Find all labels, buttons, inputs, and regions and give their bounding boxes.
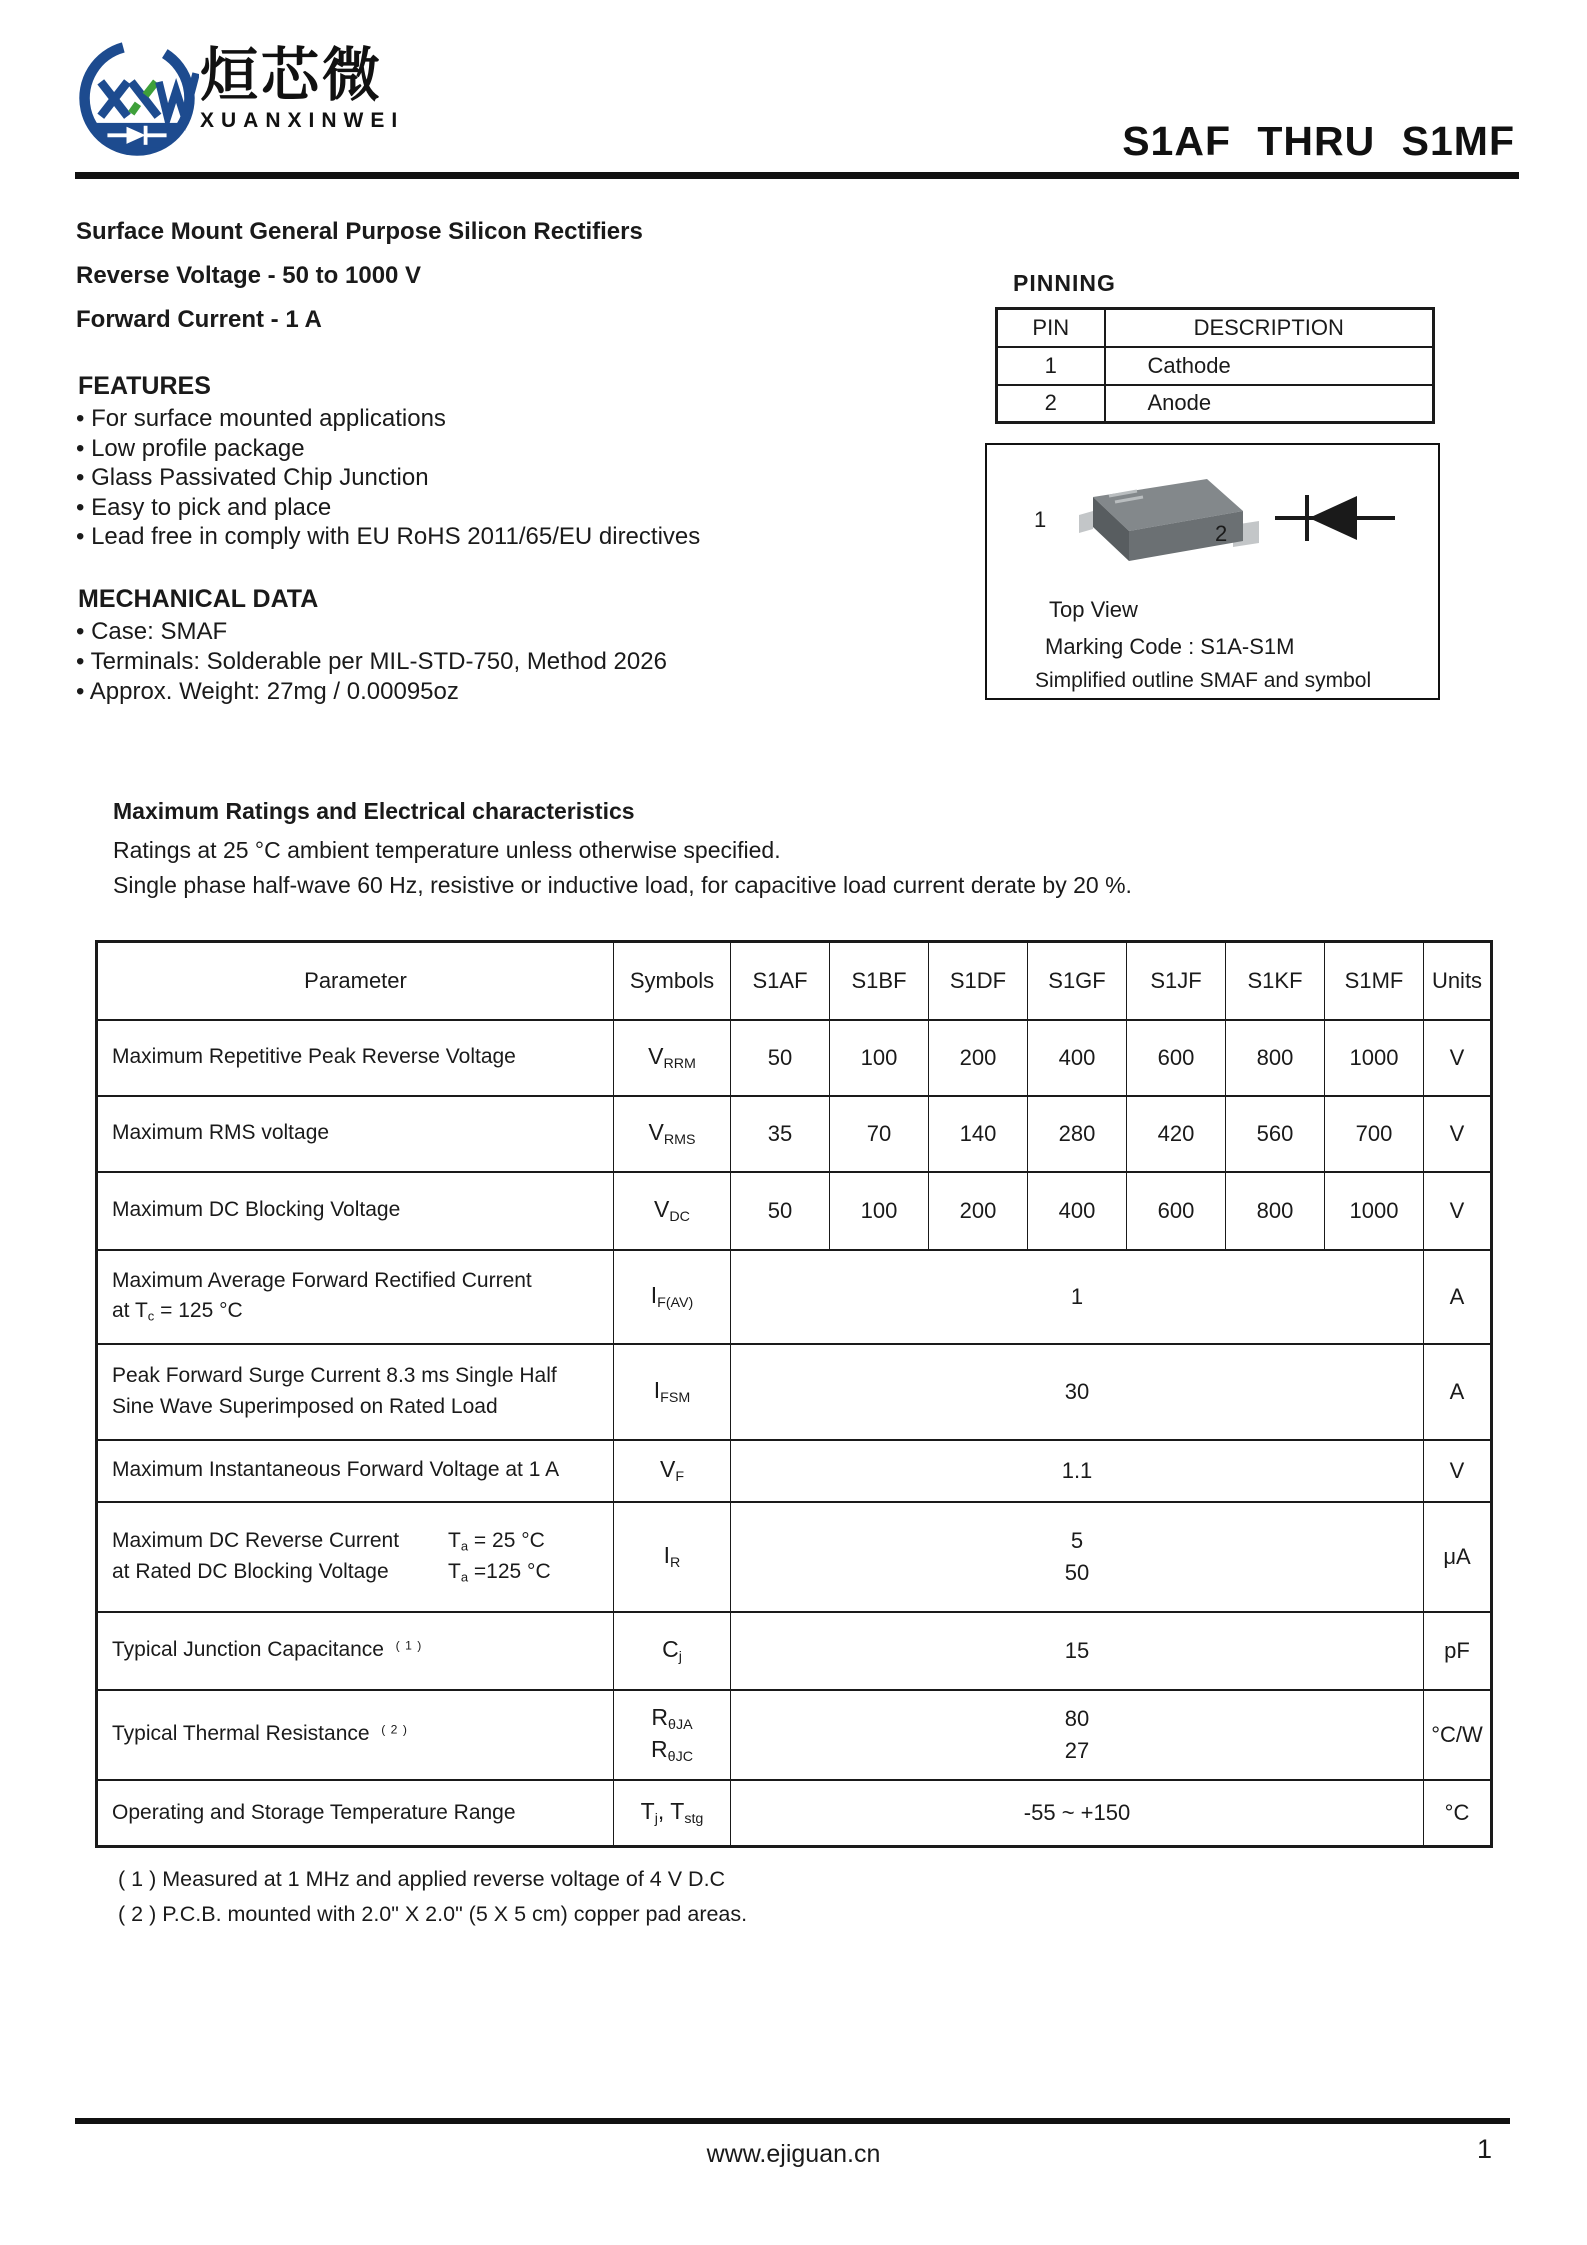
- ratings-heading: Maximum Ratings and Electrical characteristics: [113, 798, 635, 824]
- parameter-cell: Maximum Repetitive Peak Reverse Voltage: [97, 1020, 614, 1096]
- table-row-vf: [97, 1440, 1492, 1502]
- unit-cell: A: [1424, 1344, 1492, 1440]
- pinning-heading: PINNING: [1013, 270, 1116, 296]
- value-cell: 70: [830, 1096, 929, 1172]
- feature-item: • Low profile package: [76, 434, 700, 464]
- unit-cell: °C: [1424, 1780, 1492, 1847]
- ratings-table: [95, 940, 1493, 1848]
- pin-description: Cathode: [1105, 347, 1434, 385]
- feature-item: • Glass Passivated Chip Junction: [76, 463, 700, 493]
- unit-cell: A: [1424, 1250, 1492, 1344]
- table-row-ifsm: [97, 1344, 1492, 1440]
- value-cell: 700: [1325, 1096, 1424, 1172]
- intro-line-forward-current: Forward Current - 1 A: [76, 306, 322, 333]
- parameter-cell: Maximum Average Forward Rectified Current at $T_c = 125$ °C: [97, 1250, 614, 1344]
- value-cell: 140: [929, 1096, 1028, 1172]
- symbol-cell: $V_{DC}$: [614, 1172, 731, 1250]
- unit-cell: V: [1424, 1096, 1492, 1172]
- ratings-subtitle-2: Single phase half-wave 60 Hz, resistive or inductive load, for capacitive load current derate by 20 %.: [113, 872, 1132, 898]
- parameter-cell: Typical Junction Capacitance $^{( 1 )}$: [97, 1612, 614, 1690]
- table-row-temp-range: [97, 1780, 1492, 1847]
- page-title: S1AF THRU S1MF: [1122, 118, 1515, 164]
- parameter-cell: Maximum DC Reverse Current $T_a = 25$ °C at Rated DC Blocking Voltage $T_a =125$ °C: [97, 1502, 614, 1612]
- ratings-subtitle-1: Ratings at 25 °C ambient temperature unless otherwise specified.: [113, 837, 781, 863]
- mechanical-item: • Terminals: Solderable per MIL-STD-750, Method 2026: [76, 647, 667, 677]
- value-cell: 200: [929, 1020, 1028, 1096]
- package-caption-outline: Simplified outline SMAF and symbol: [1035, 669, 1372, 692]
- symbol-cell: $I_{FSM}$: [614, 1344, 731, 1440]
- package-pin2-label: 2: [1215, 521, 1228, 546]
- value-cell: 400: [1028, 1020, 1127, 1096]
- table-row-vrms: [97, 1096, 1492, 1172]
- symbol-cell: $V_{RRM}$: [614, 1020, 731, 1096]
- pinning-table: [995, 307, 1435, 424]
- mechanical-item: • Approx. Weight: 27mg / 0.00095oz: [76, 677, 667, 707]
- value-cell: 50: [731, 1172, 830, 1250]
- company-logo-icon: [75, 36, 199, 164]
- pinning-row: [997, 385, 1434, 423]
- col-part: S1DF: [929, 942, 1028, 1020]
- feature-item: • Easy to pick and place: [76, 493, 700, 523]
- value-cell: 800: [1226, 1172, 1325, 1250]
- parameter-cell: Maximum DC Blocking Voltage: [97, 1172, 614, 1250]
- table-row-rth: [97, 1690, 1492, 1780]
- diode-symbol-icon: [1275, 487, 1395, 549]
- value-cell: 1000: [1325, 1020, 1424, 1096]
- value-cell-merged: 1: [731, 1250, 1424, 1344]
- package-outline-box: [985, 443, 1440, 700]
- table-notes: [118, 1862, 747, 1932]
- value-cell: 200: [929, 1172, 1028, 1250]
- smaf-package-image: [1057, 467, 1267, 587]
- value-cell-merged: 30: [731, 1344, 1424, 1440]
- mechanical-list: [76, 617, 667, 707]
- unit-cell: V: [1424, 1440, 1492, 1502]
- col-part: S1BF: [830, 942, 929, 1020]
- col-symbols: Symbols: [614, 942, 731, 1020]
- value-cell: 560: [1226, 1096, 1325, 1172]
- value-cell-merged: 1.1: [731, 1440, 1424, 1502]
- footer-page-number: 1: [1476, 2134, 1492, 2164]
- symbol-cell: $T_j$, $T_{stg}$: [614, 1780, 731, 1847]
- features-heading: FEATURES: [78, 372, 211, 400]
- mechanical-heading: MECHANICAL DATA: [78, 585, 319, 613]
- value-cell: 100: [830, 1172, 929, 1250]
- unit-cell: V: [1424, 1020, 1492, 1096]
- value-cell: 420: [1127, 1096, 1226, 1172]
- unit-cell: °C/W: [1424, 1690, 1492, 1780]
- ratings-header-row: [97, 942, 1492, 1020]
- value-cell: 600: [1127, 1020, 1226, 1096]
- value-cell: 280: [1028, 1096, 1127, 1172]
- col-units: Units: [1424, 942, 1492, 1020]
- col-part: S1AF: [731, 942, 830, 1020]
- unit-cell: pF: [1424, 1612, 1492, 1690]
- value-cell: 50: [731, 1020, 830, 1096]
- parameter-cell: Operating and Storage Temperature Range: [97, 1780, 614, 1847]
- pin-number: 2: [997, 385, 1105, 423]
- value-cell: 600: [1127, 1172, 1226, 1250]
- brand-name-cn: 烜芯微: [200, 43, 384, 108]
- package-caption-marking-code: Marking Code : S1A-S1M: [1045, 634, 1295, 659]
- table-row-vrrm: [97, 1020, 1492, 1096]
- footer-url: www.ejiguan.cn: [706, 2140, 881, 2168]
- value-cell: 1000: [1325, 1172, 1424, 1250]
- feature-item: • For surface mounted applications: [76, 404, 700, 434]
- value-cell-merged: 5 50: [731, 1502, 1424, 1612]
- parameter-cell: Typical Thermal Resistance $^{( 2 )}$: [97, 1690, 614, 1780]
- pinning-col-description: DESCRIPTION: [1105, 309, 1434, 347]
- pinning-row: [997, 347, 1434, 385]
- mechanical-item: • Case: SMAF: [76, 617, 667, 647]
- feature-item: • Lead free in comply with EU RoHS 2011/65/EU directives: [76, 522, 700, 552]
- symbol-cell: $I_{F(AV)}$: [614, 1250, 731, 1344]
- value-cell-merged: 15: [731, 1612, 1424, 1690]
- col-part: S1GF: [1028, 942, 1127, 1020]
- pin-number: 1: [997, 347, 1105, 385]
- parameter-cell: Maximum RMS voltage: [97, 1096, 614, 1172]
- package-pin1-label: 1: [1034, 507, 1047, 532]
- parameter-cell: Peak Forward Surge Current 8.3 ms Single Half Sine Wave Superimposed on Rated Load: [97, 1344, 614, 1440]
- footer-rule: [75, 2118, 1510, 2124]
- note-2: ( 2 ) P.C.B. mounted with 2.0" X 2.0" (5 X 5 cm) copper pad areas.: [118, 1902, 748, 1926]
- intro-line-description: Surface Mount General Purpose Silicon Rectifiers: [76, 218, 643, 245]
- table-row-vdc: [97, 1172, 1492, 1250]
- value-cell: 400: [1028, 1172, 1127, 1250]
- value-cell: 800: [1226, 1020, 1325, 1096]
- pinning-col-pin: PIN: [997, 309, 1105, 347]
- symbol-cell: $C_j$: [614, 1612, 731, 1690]
- col-part: S1JF: [1127, 942, 1226, 1020]
- unit-cell: μA: [1424, 1502, 1492, 1612]
- pin-description: Anode: [1105, 385, 1434, 423]
- symbol-cell: $V_F$: [614, 1440, 731, 1502]
- brand-name-en: XUANXINWEI: [200, 108, 405, 132]
- intro-block: [76, 210, 643, 342]
- symbol-cell: $V_{RMS}$: [614, 1096, 731, 1172]
- table-row-ifav: [97, 1250, 1492, 1344]
- parameter-cell: Maximum Instantaneous Forward Voltage at 1 A: [97, 1440, 614, 1502]
- value-cell-merged: 80 27: [731, 1690, 1424, 1780]
- symbol-cell: $R_{\theta JA}$ $R_{\theta JC}$: [614, 1690, 731, 1780]
- header-rule: [75, 172, 1519, 179]
- col-parameter: Parameter: [97, 942, 614, 1020]
- pinning-header-row: [997, 309, 1434, 347]
- brand-block: [200, 43, 405, 133]
- value-cell: 35: [731, 1096, 830, 1172]
- table-row-ir: [97, 1502, 1492, 1612]
- features-list: [76, 404, 700, 552]
- col-part: S1KF: [1226, 942, 1325, 1020]
- intro-line-reverse-voltage: Reverse Voltage - 50 to 1000 V: [76, 262, 422, 289]
- note-1: ( 1 ) Measured at 1 MHz and applied reverse voltage of 4 V D.C: [118, 1867, 726, 1891]
- table-row-cj: [97, 1612, 1492, 1690]
- value-cell: 100: [830, 1020, 929, 1096]
- package-caption-top-view: Top View: [1049, 597, 1138, 622]
- symbol-cell: $I_R$: [614, 1502, 731, 1612]
- col-part: S1MF: [1325, 942, 1424, 1020]
- value-cell-merged: -55 ~ +150: [731, 1780, 1424, 1847]
- unit-cell: V: [1424, 1172, 1492, 1250]
